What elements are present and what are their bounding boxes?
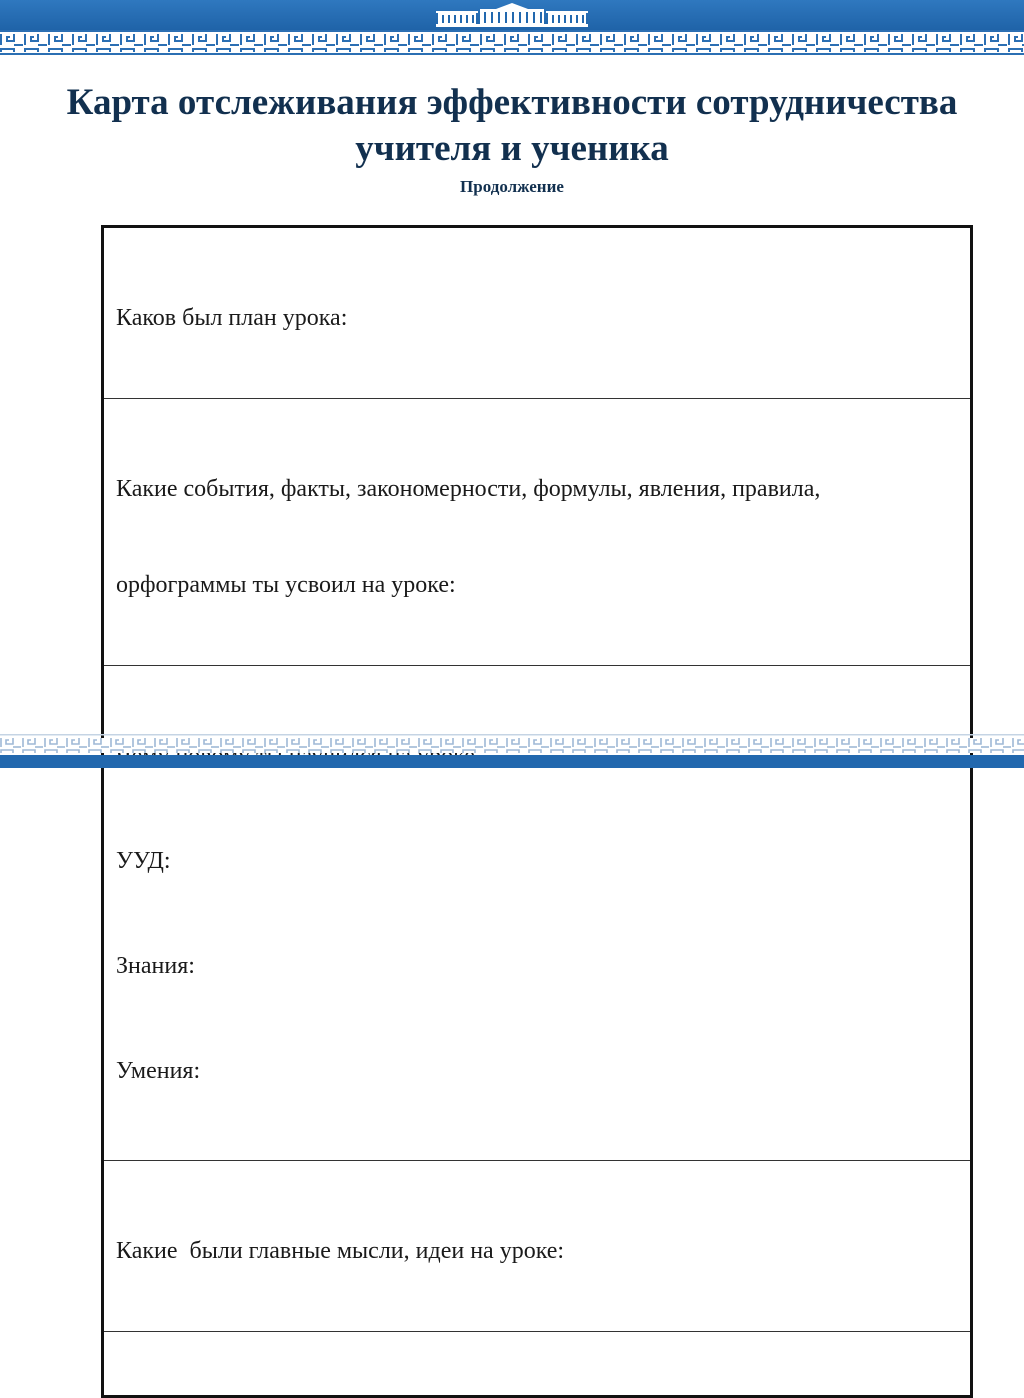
tracking-table (101, 225, 973, 1398)
table-cell-empty[interactable] (103, 1332, 972, 1397)
cell-text: Каков был план урока: (116, 305, 348, 331)
building-icon (436, 3, 588, 27)
table-row (103, 1332, 972, 1397)
title-line-1: Карта отслеживания эффективности сотрудничества (66, 82, 958, 123)
cell-text: орфограммы ты усвоил на уроке: (116, 572, 456, 598)
cell-text: Умения: (116, 1058, 201, 1084)
table-cell-lesson-plan[interactable] (103, 227, 972, 399)
greek-key-border-top (0, 30, 1024, 58)
cell-text: Какие были главные мысли, идеи на уроке: (116, 1238, 565, 1264)
table-row (103, 399, 972, 666)
table-row (103, 1161, 972, 1332)
page-subtitle: Продолжение (460, 177, 564, 196)
table-row (103, 227, 972, 399)
page-title (30, 80, 994, 172)
title-line-2: учителя и ученика (355, 128, 669, 169)
table-cell-main-ideas[interactable] (103, 1161, 972, 1332)
cell-text: Знания: (116, 953, 195, 979)
header-band (0, 0, 1024, 30)
greek-key-border-bottom (0, 734, 1024, 768)
cell-text: УУД: (116, 848, 171, 874)
cell-text: Какие события, факты, закономерности, формулы, явления, правила, (116, 476, 821, 502)
table-cell-learned-facts[interactable] (103, 399, 972, 666)
